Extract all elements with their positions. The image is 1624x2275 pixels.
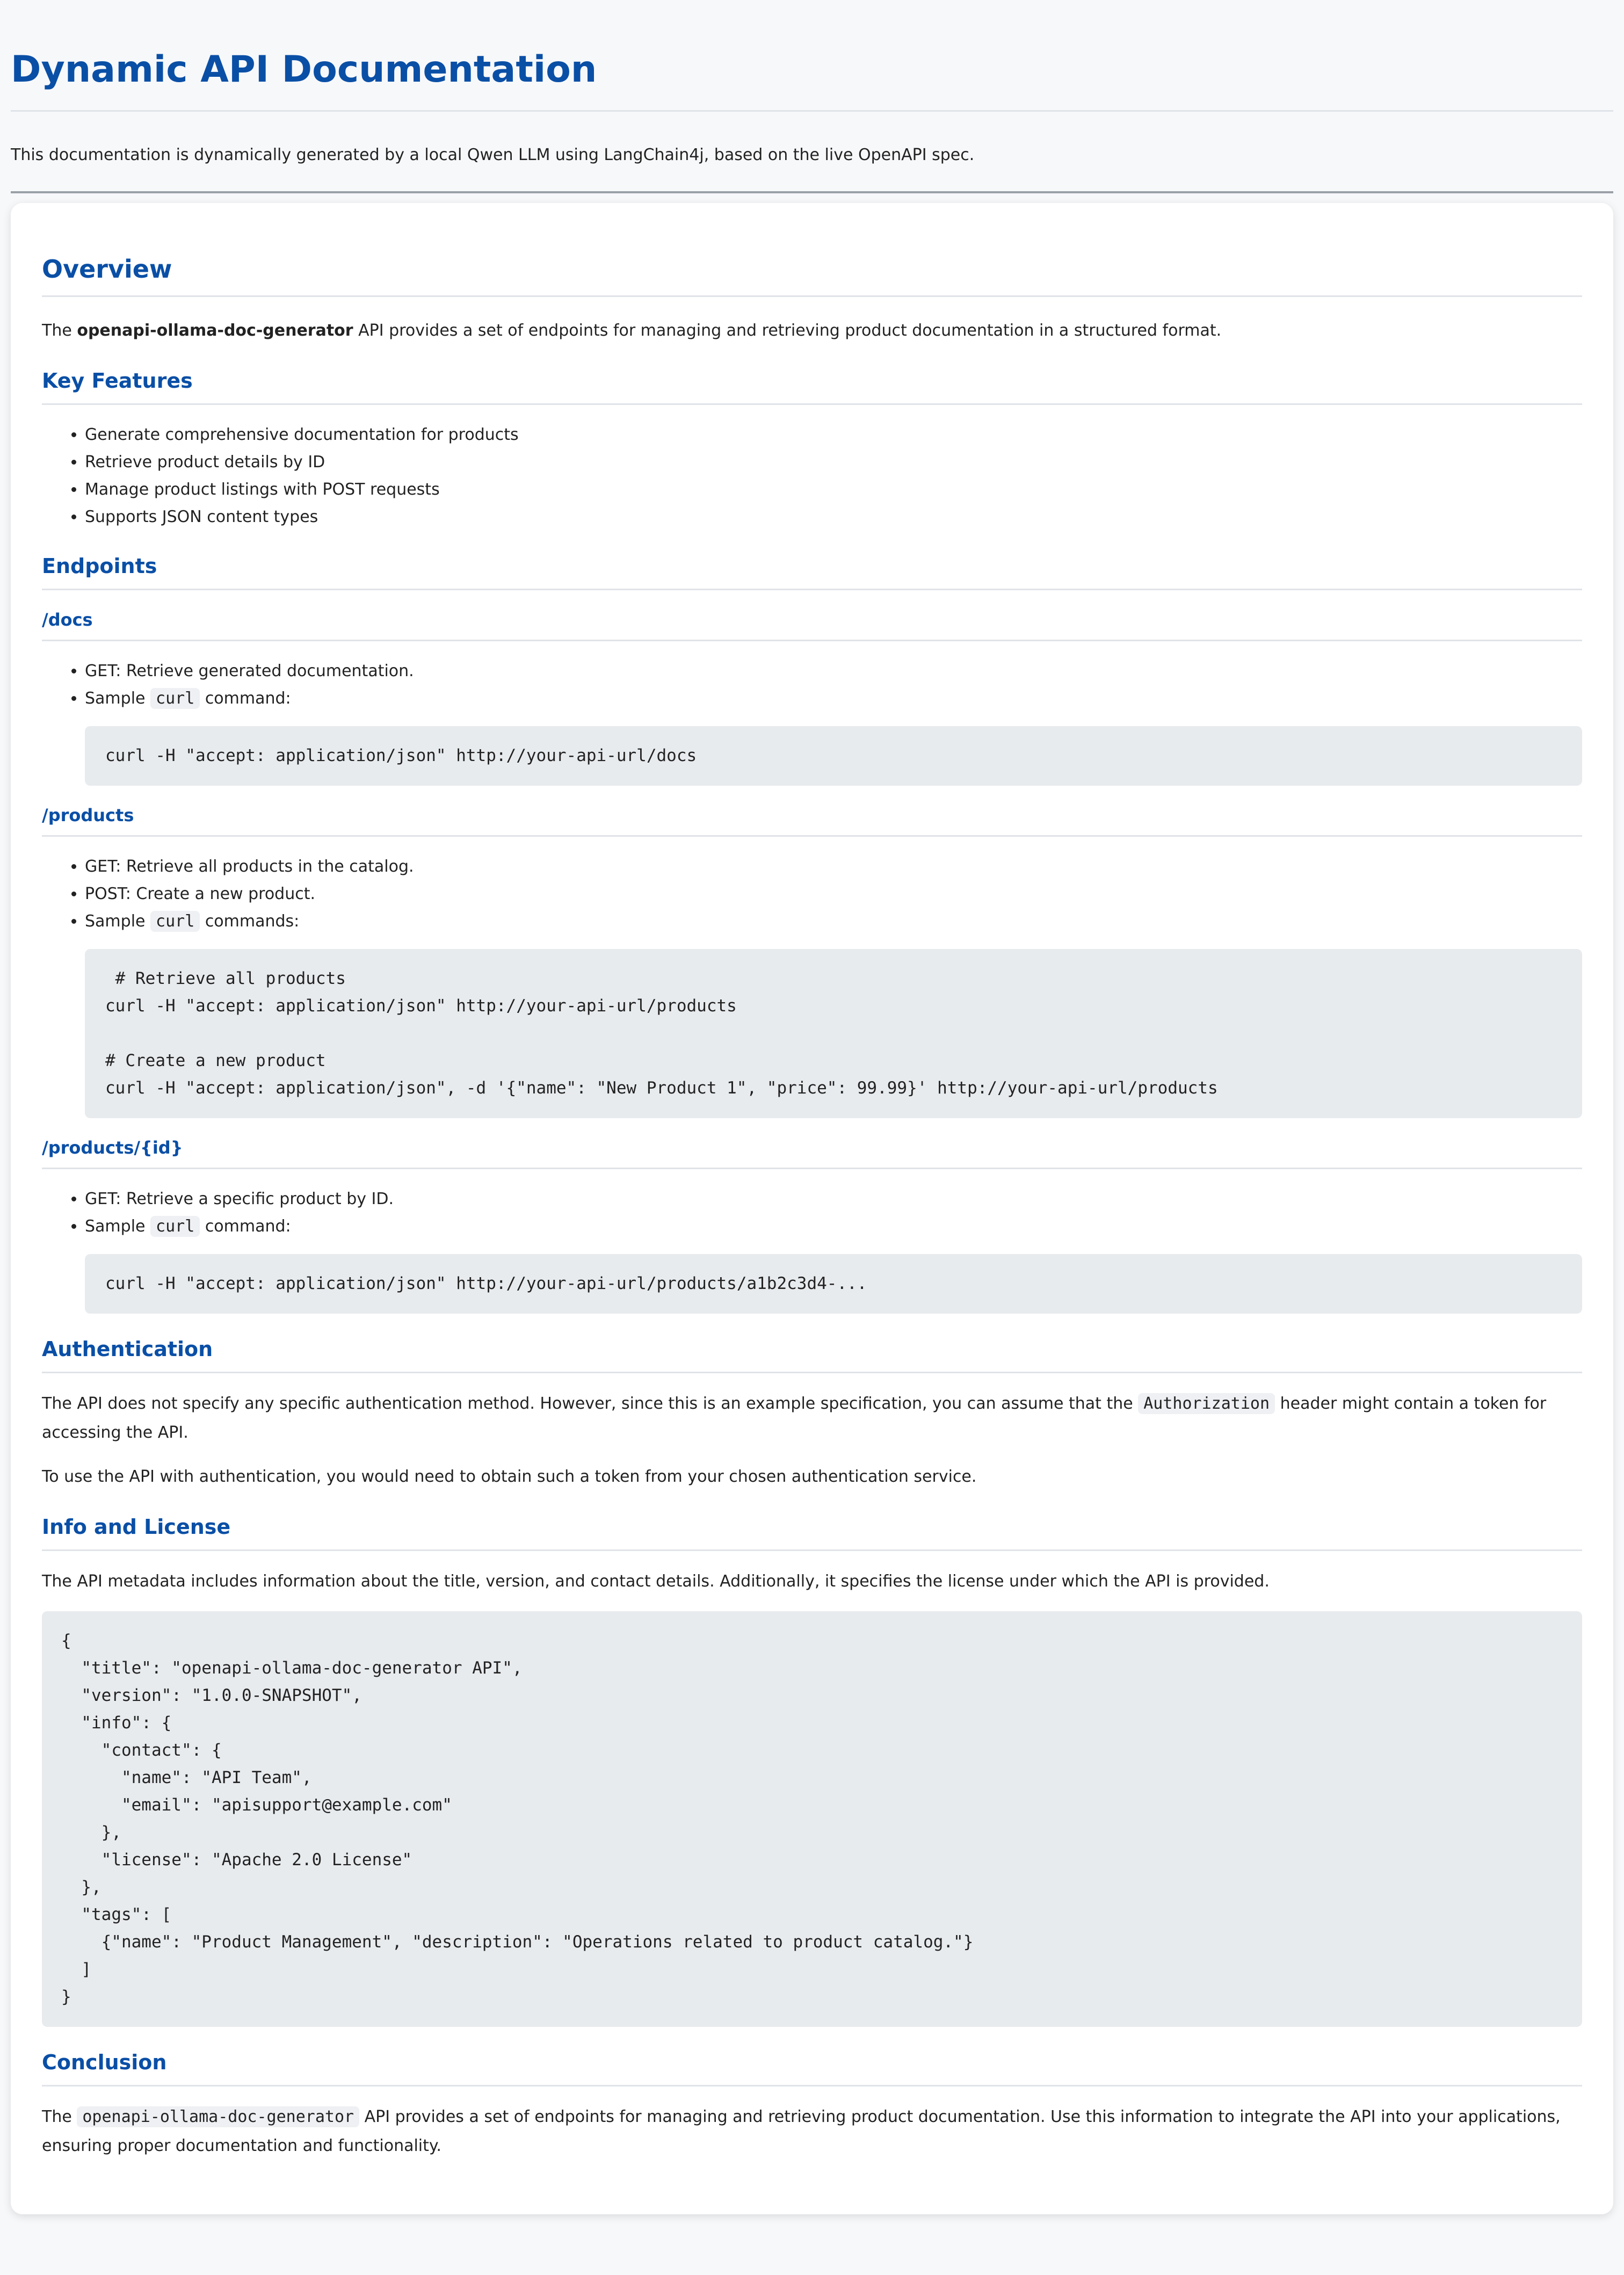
inline-code: curl bbox=[150, 1216, 200, 1237]
list-item: • POST: Create a new product. bbox=[85, 880, 1582, 908]
inline-code: curl bbox=[150, 688, 200, 709]
overview-text bbox=[42, 316, 1582, 345]
endpoint-product-by-id-list bbox=[42, 1185, 1582, 1240]
list-item: • GET: Retrieve all products in the catalog. bbox=[85, 853, 1582, 880]
page-intro: This documentation is dynamically generated by a local Qwen LLM using LangChain4j, based on the live OpenAPI spec. bbox=[11, 112, 1613, 193]
list-item: • Generate comprehensive documentation for products bbox=[85, 421, 1582, 448]
endpoints-heading: Endpoints bbox=[42, 554, 1582, 590]
sample-suffix: command: bbox=[200, 1217, 291, 1236]
list-item: • Retrieve product details by ID bbox=[85, 448, 1582, 476]
sample-suffix: command: bbox=[200, 689, 291, 708]
inline-code: curl bbox=[150, 911, 200, 932]
endpoint-products-list bbox=[42, 853, 1582, 935]
list-item: • Supports JSON content types bbox=[85, 503, 1582, 531]
sample-suffix: commands: bbox=[200, 912, 300, 931]
page bbox=[11, 0, 1613, 2214]
inline-code: openapi-ollama-doc-generator bbox=[77, 2106, 359, 2127]
code-block-docs[interactable]: curl -H "accept: application/json" http://your-api-url/docs bbox=[85, 726, 1582, 786]
overview-text-suffix: API provides a set of endpoints for managing and retrieving product documentation in a structured format. bbox=[353, 321, 1222, 340]
endpoint-docs-heading: /docs bbox=[42, 610, 1582, 641]
endpoint-products-heading: /products bbox=[42, 805, 1582, 837]
conclusion-text bbox=[42, 2103, 1582, 2161]
list-item bbox=[85, 1213, 1582, 1240]
documentation-card bbox=[11, 203, 1613, 2214]
list-item: • GET: Retrieve generated documentation. bbox=[85, 657, 1582, 685]
info-license-heading: Info and License bbox=[42, 1515, 1582, 1551]
key-features-list bbox=[42, 421, 1582, 531]
overview-api-name: openapi-ollama-doc-generator bbox=[77, 321, 353, 340]
overview-text-prefix: The bbox=[42, 321, 77, 340]
authentication-text-suffix: header might contain a token for accessing the API. bbox=[42, 1394, 1547, 1442]
sample-prefix: Sample bbox=[85, 912, 151, 931]
sample-prefix: Sample bbox=[85, 1217, 151, 1236]
list-item: • GET: Retrieve a specific product by ID. bbox=[85, 1185, 1582, 1213]
conclusion-heading: Conclusion bbox=[42, 2051, 1582, 2086]
info-license-text: The API metadata includes information about the title, version, and contact details. Additionally, it specifies the license under which the API is provided. bbox=[42, 1572, 1270, 1591]
list-item bbox=[85, 685, 1582, 712]
key-features-heading: Key Features bbox=[42, 369, 1582, 405]
code-block-products[interactable]: # Retrieve all products curl -H "accept: application/json" http://your-api-url/products # Create a new product curl -H "accept: application/json", -d '{"name": "New Product 1", "price": 99.99}' http://your-api-url/products bbox=[85, 949, 1582, 1118]
page-title: Dynamic API Documentation bbox=[11, 48, 1613, 112]
conclusion-text-suffix: API provides a set of endpoints for managing and retrieving product documentation. Use this information to integrate the API into your applications, ensuring proper documentation and functionality. bbox=[42, 2107, 1561, 2155]
overview-heading: Overview bbox=[42, 255, 1582, 297]
conclusion-text-prefix: The bbox=[42, 2107, 77, 2126]
endpoint-product-by-id-heading: /products/{id} bbox=[42, 1138, 1582, 1169]
inline-code: Authorization bbox=[1138, 1393, 1275, 1414]
code-block-product-by-id[interactable]: curl -H "accept: application/json" http://your-api-url/products/a1b2c3d4-... bbox=[85, 1254, 1582, 1314]
authentication-text-2: To use the API with authentication, you would need to obtain such a token from your chosen authentication service. bbox=[42, 1467, 977, 1486]
authentication-heading: Authentication bbox=[42, 1337, 1582, 1373]
list-item bbox=[85, 908, 1582, 935]
endpoint-docs-list bbox=[42, 657, 1582, 712]
authentication-text-1 bbox=[42, 1389, 1582, 1447]
list-item: • Manage product listings with POST requests bbox=[85, 476, 1582, 503]
sample-prefix: Sample bbox=[85, 689, 151, 708]
code-block-info-license[interactable]: { "title": "openapi-ollama-doc-generator API", "version": "1.0.0-SNAPSHOT", "info": { "contact": { "name": "API Team", "email": "apisupport@example.com" }, "license": "Apache 2.0 License" }, "tags": [ {"name": "Product Management", "description": "Operations related to product catalog."} ] } bbox=[42, 1611, 1582, 2027]
authentication-text-prefix: The API does not specify any specific authentication method. However, since this is an example specification, you can assume that the bbox=[42, 1394, 1139, 1413]
